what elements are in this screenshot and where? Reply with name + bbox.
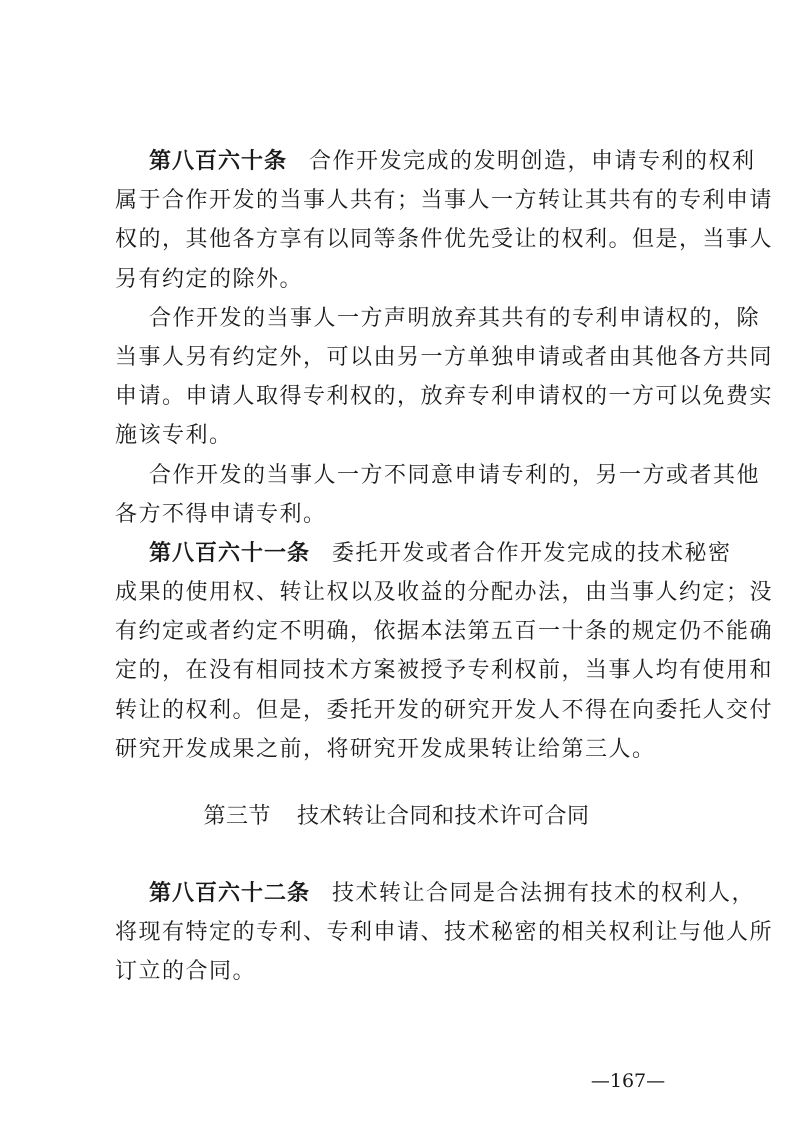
article-860-p2-line-3: 申请。申请人取得专利权的，放弃专利申请权的一方可以免费实 (115, 384, 774, 410)
article-860-p2-line-2: 当事人另有约定外，可以由另一方单独申请或者由其他各方共同 (115, 344, 774, 370)
article-860-p3-line-1: 合作开发的当事人一方不同意申请专利的，另一方或者其他 (149, 462, 761, 488)
article-860-line-4: 另有约定的除外。 (115, 266, 304, 292)
article-861-line-6: 研究开发成果之前，将研究开发成果转让给第三人。 (115, 736, 656, 762)
article-861-number: 第八百六十一条 (149, 540, 311, 566)
article-860-p2-line-4: 施该专利。 (115, 423, 233, 449)
article-861-line-1 (115, 534, 732, 573)
article-862-line-1 (115, 874, 756, 913)
section-number: 第三节 (203, 804, 271, 829)
article-861-line-2: 成果的使用权、转让权以及收益的分配办法，由当事人约定；没 (115, 580, 774, 606)
article-862-line-2: 将现有特定的专利、专利申请、技术秘密的相关权利让与他人所 (115, 920, 774, 946)
article-860-line-1 (115, 142, 756, 181)
article-862-number: 第八百六十二条 (149, 881, 311, 906)
article-861-line-3: 有约定或者约定不明确，依据本法第五百一十条的规定仍不能确 (115, 619, 774, 645)
article-860-text: 合作开发完成的发明创造，申请专利的权利 (309, 149, 756, 174)
page-number: —167— (590, 1070, 666, 1092)
article-862-line-3: 订立的合同。 (115, 959, 257, 985)
section-heading (0, 797, 793, 837)
article-860-line-3: 权的，其他各方享有以同等条件优先受让的权利。但是，当事人 (115, 227, 774, 253)
article-861-line-5: 转让的权利。但是，委托开发的研究开发人不得在向委托人交付 (115, 697, 774, 723)
article-860 (115, 142, 774, 769)
article-860-number: 第八百六十条 (149, 149, 288, 174)
article-862 (115, 874, 774, 992)
section-title-text: 技术转让合同和技术许可合同 (297, 804, 590, 829)
article-860-line-2: 属于合作开发的当事人共有；当事人一方转让其共有的专利申请 (115, 188, 774, 214)
article-860-p3-line-2: 各方不得申请专利。 (115, 501, 327, 527)
article-862-text: 技术转让合同是合法拥有技术的权利人， (332, 881, 756, 906)
article-861-text: 委托开发或者合作开发完成的技术秘密 (332, 540, 732, 566)
article-861-line-4: 定的，在没有相同技术方案被授予专利权前，当事人均有使用和 (115, 658, 774, 684)
article-860-p2-line-1: 合作开发的当事人一方声明放弃其共有的专利申请权的，除 (149, 305, 761, 331)
